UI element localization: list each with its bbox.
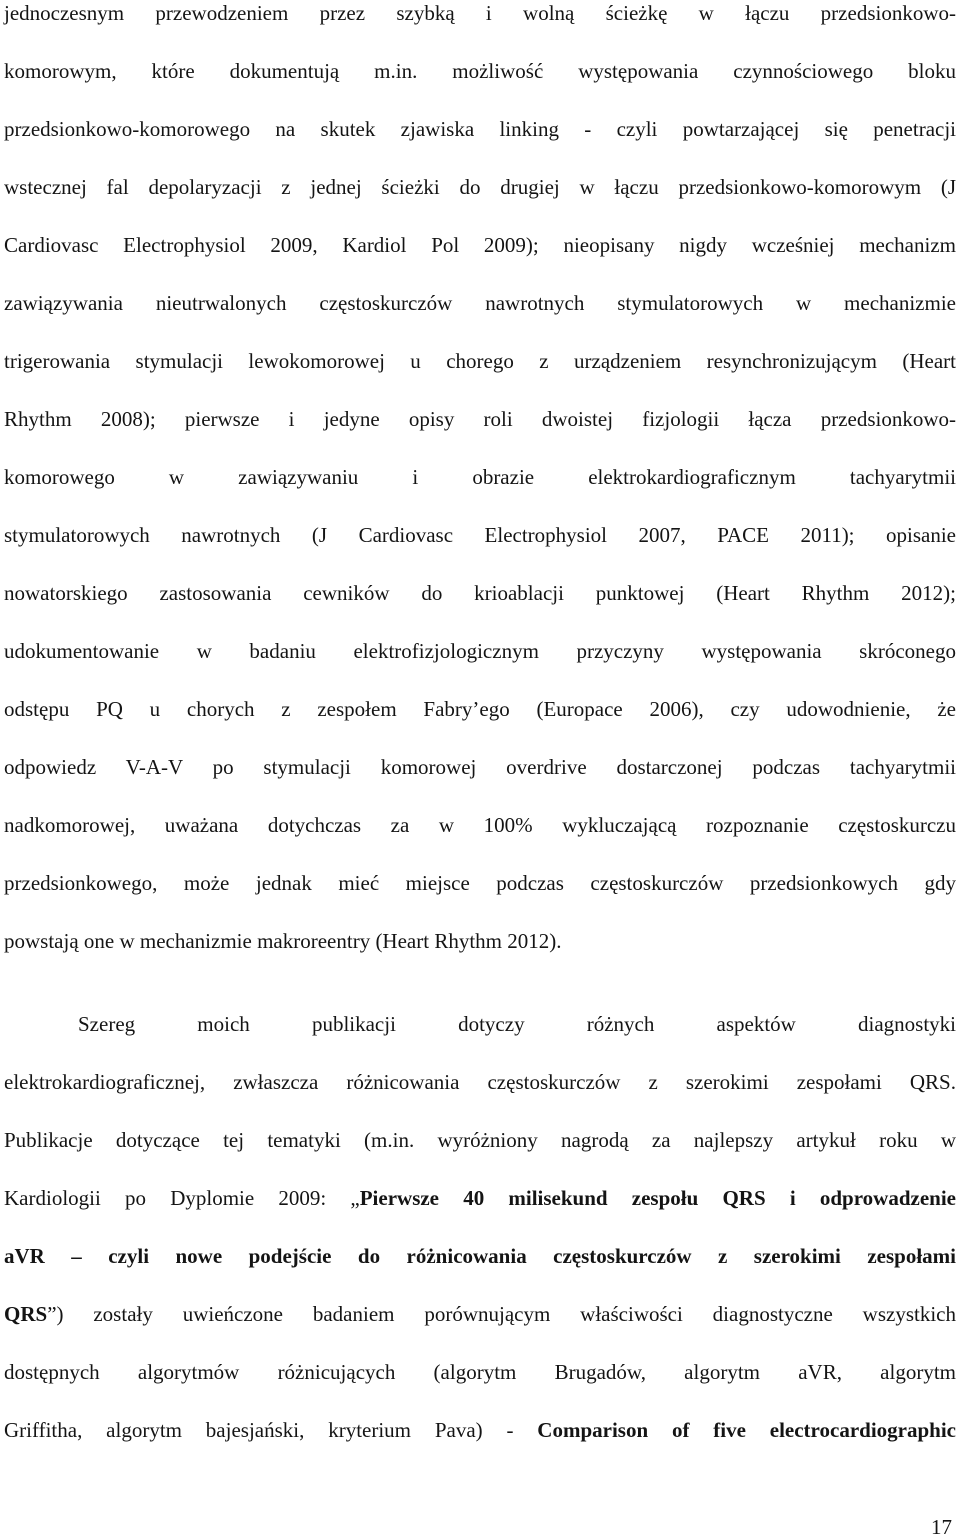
text-line: elektrokardiograficznej, zwłaszcza różnicowania częstoskurczów z szerokimi zespołami QRS. — [4, 1070, 956, 1094]
text-line: jednoczesnym przewodzeniem przez szybką i wolną ścieżkę w łączu przedsionkowo- — [4, 1, 956, 25]
text-line — [4, 1417, 956, 1443]
text-line: nowatorskiego zastosowania cewników do krioablacji punktowej (Heart Rhythm 2012); — [4, 581, 956, 605]
text-line — [4, 1185, 956, 1211]
text-line: trigerowania stymulacji lewokomorowej u chorego z urządzeniem resynchronizującym (Heart — [4, 349, 956, 373]
text-segment: Kardiologii po Dyplomie 2009: „ — [4, 1186, 360, 1210]
text-line: udokumentowanie w badaniu elektrofizjologicznym przyczyny występowania skróconego — [4, 639, 956, 663]
text-line: Rhythm 2008); pierwsze i jedyne opisy roli dwoistej fizjologii łącza przedsionkowo- — [4, 407, 956, 431]
text-line: wstecznej fal depolaryzacji z jednej ścieżki do drugiej w łączu przedsionkowo-komorowym (J — [4, 175, 956, 199]
text-line: Cardiovasc Electrophysiol 2009, Kardiol Pol 2009); nieopisany nigdy wcześniej mechanizm — [4, 233, 956, 257]
text-line — [4, 1301, 956, 1327]
article-title-bold: QRS — [4, 1302, 48, 1326]
page-number: 17 — [931, 1515, 952, 1539]
text-line: odpowiedz V-A-V po stymulacji komorowej overdrive dostarczonej podczas tachyarytmii — [4, 755, 956, 779]
text-line: odstępu PQ u chorych z zespołem Fabry’ego (Europace 2006), czy udowodnienie, że — [4, 697, 956, 721]
text-line: powstają one w mechanizmie makroreentry (Heart Rhythm 2012). — [4, 929, 562, 953]
text-line: komorowym, które dokumentują m.in. możliwość występowania czynnościowego bloku — [4, 59, 956, 83]
article-title-bold: aVR – czyli nowe podejście do różnicowania częstoskurczów z szerokimi zespołami — [4, 1244, 956, 1268]
text-line: komorowego w zawiązywaniu i obrazie elektrokardiograficznym tachyarytmii — [4, 465, 956, 489]
text-line: Szereg moich publikacji dotyczy różnych aspektów diagnostyki — [78, 1012, 956, 1036]
text-line: dostępnych algorytmów różnicujących (algorytm Brugadów, algorytm aVR, algorytm — [4, 1360, 956, 1384]
text-segment: ”) zostały uwieńczone badaniem porównującym właściwości diagnostyczne wszystkich — [47, 1302, 956, 1326]
article-title-bold: Pierwsze 40 milisekund zespołu QRS i odprowadzenie — [359, 1186, 956, 1210]
article-title-bold: Comparison of five electrocardiographic — [537, 1418, 956, 1442]
text-segment: Griffitha, algorytm bajesjański, kryterium Pava) - — [4, 1418, 538, 1442]
text-line: stymulatorowych nawrotnych (J Cardiovasc Electrophysiol 2007, PACE 2011); opisanie — [4, 523, 956, 547]
text-line: zawiązywania nieutrwalonych częstoskurczów nawrotnych stymulatorowych w mechanizmie — [4, 291, 956, 315]
text-line: nadkomorowej, uważana dotychczas za w 100% wykluczającą rozpoznanie częstoskurczu — [4, 813, 956, 837]
text-line: Publikacje dotyczące tej tematyki (m.in. wyróżniony nagrodą za najlepszy artykuł roku w — [4, 1128, 956, 1152]
text-line: przedsionkowego, może jednak mieć miejsce podczas częstoskurczów przedsionkowych gdy — [4, 871, 956, 895]
text-line: przedsionkowo-komorowego na skutek zjawiska linking - czyli powtarzającej się penetracji — [4, 117, 956, 141]
